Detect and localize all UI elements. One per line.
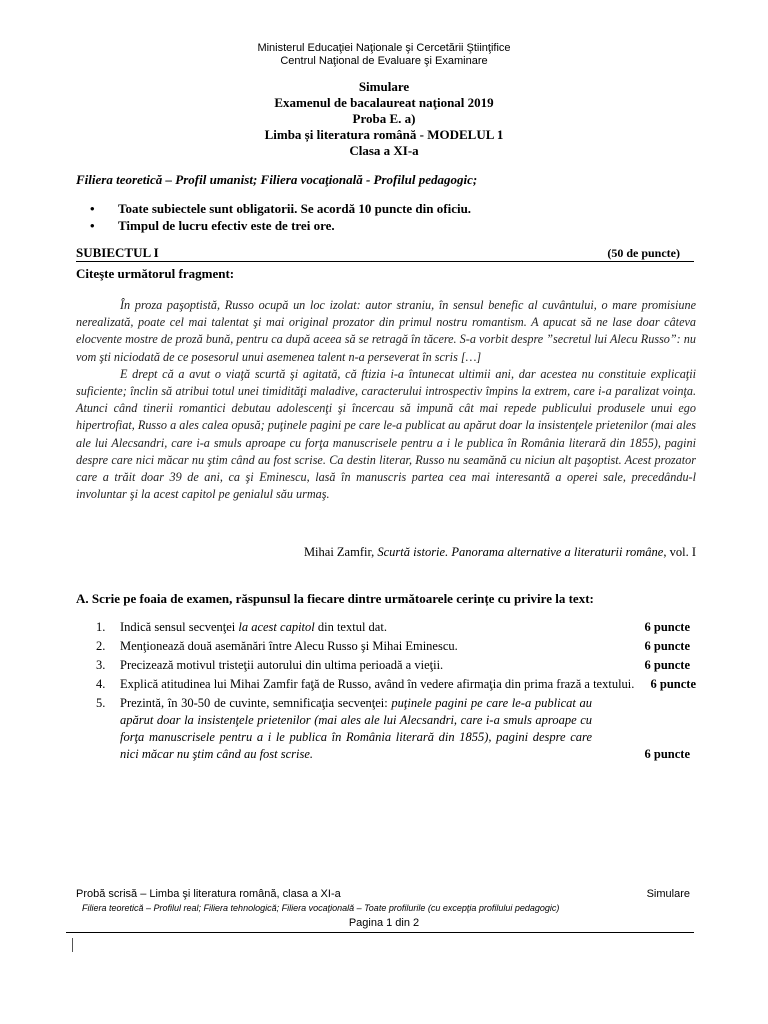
task-item	[76, 695, 696, 763]
footer-filiera: Filiera teoretică – Profilul real; Filiera tehnologică; Filiera vocaţională – Toate profilurile (cu excepţia profilului pedagogic)	[82, 903, 560, 913]
task-item	[76, 676, 696, 693]
task-points: 6 puncte	[644, 747, 690, 761]
task-text: Indică sensul secvenţei la acest capitol din textul dat.	[120, 620, 387, 634]
fragment-paragraph: E drept că a avut o viaţă scurtă şi agitată, că ftizia i-a întunecat ultimii ani, dar acestea nu constituie explicaţii suficiente; înclin să atribui totul unei timidităţi maladive, caracterului introspectiv împins la extrem, care i-a paralizat voinţa. Atunci când tinerii romantici debutau adolescenţi şi încercau să impună cât mai repede publicului produsele unui ego hipertrofiat, Russo a ales calea opusă; puţinele pagini pe care le-a publicat au apărut doar la insistenţele prietenilor (mai ales ale lui Alecsandri, care i-a smuls aproape cu forţa manuscrisele pentru a i le publica în România literară din 1855), pagini despre care nici măcar nu ştim când au fost scrise. Ca destin literar, Russo nu seamănă cu niciun alt paşoptist. Acest prozator care a trăit doar 39 de ani, ca şi Eminescu, lasă în manuscris partea cea mai interesantă a operei sale, precedându-l involuntar şi la acest capitol pe genialul său urmaş.	[76, 366, 696, 502]
page-number: Pagina 1 din 2	[348, 917, 420, 929]
footer-line-1	[76, 888, 690, 900]
subject-heading	[76, 245, 694, 262]
section-a-heading: A. Scrie pe foaia de examen, răspunsul la fiecare dintre următoarele cerințe cu privire la text:	[76, 591, 594, 606]
center-name: Centrul Naţional de Evaluare şi Examinare	[280, 55, 488, 67]
task-item	[76, 619, 696, 636]
task-text: Precizează motivul tristeţii autorului din ultima perioadă a vieţii.	[120, 658, 444, 672]
source-work: Scurtă istorie. Panorama alternative a literaturii române	[377, 545, 664, 559]
subject-points: (50 de puncte)	[607, 246, 680, 260]
title-line-2: Examenul de bacalaureat naţional 2019	[274, 95, 494, 110]
task-number: 4.	[96, 677, 106, 691]
ministry-name: Ministerul Educaţiei Naţionale şi Cercetării Ştiinţifice	[257, 42, 511, 54]
title-line-5: Clasa a XI-a	[349, 143, 419, 158]
footer-exam-name: Probă scrisă – Limba şi literatura română, clasa a XI-a	[76, 888, 341, 900]
title-line-3: Proba E. a)	[352, 111, 416, 126]
task-item	[76, 638, 696, 655]
task-number: 5.	[96, 696, 106, 710]
task-text: Prezintă, în 30-50 de cuvinte, semnificaţia secvenţei: puţinele pagini pe care le-a publicat au apărut doar la insistenţele prietenilor (mai ales ale lui Alecsandri, care i-a smuls aproape cu forţa manuscrisele pentru a i le publica în România literară din 1855), pagini despre care nici măcar nu ştim când au fost scrise.	[120, 696, 592, 761]
reading-instruction: Citeşte următorul fragment:	[76, 266, 235, 281]
task-points: 6 puncte	[644, 639, 690, 653]
text-cursor	[72, 938, 73, 952]
footer-simulare: Simulare	[646, 888, 690, 900]
task-number: 3.	[96, 658, 106, 672]
task-list	[76, 619, 696, 765]
task-text: Menţionează două asemănări între Alecu Russo şi Mihai Eminescu.	[120, 639, 458, 653]
document-header	[0, 42, 768, 68]
title-line-1: Simulare	[358, 79, 410, 94]
source-author: Mihai Zamfir,	[303, 545, 378, 559]
task-points: 6 puncte	[650, 677, 696, 691]
source-volume: , vol. I	[663, 545, 696, 559]
title-line-4: Limba și literatura română - MODELUL 1	[264, 127, 504, 142]
rules-list	[90, 200, 471, 234]
rule-item: • Timpul de lucru efectiv este de trei ore.	[90, 217, 471, 234]
fragment-source	[304, 545, 696, 560]
filiera-line: Filiera teoretică – Profil umanist; Filiera vocaţională - Profilul pedagogic;	[76, 172, 478, 187]
fragment-paragraph: În proza paşoptistă, Russo ocupă un loc izolat: autor straniu, în sensul benefic al cuvântului, o mare promisiune nerealizată, poate cel mai talentat şi mai original prozator din primul nostru romantism. A apucat să ne lase doar câteva elocvente mostre de proză bună, pentru ca după aceea să se retragă în tăcere. S-a vorbit despre ”secretul lui Alecu Russo”: nu vom şti niciodată de ce posesorul unui asemenea talent n-a perseverat în scris […]	[76, 298, 696, 364]
task-text: Explică atitudinea lui Mihai Zamfir faţă de Russo, având în vedere afirmaţia din prima frază a textului.	[120, 677, 635, 691]
task-number: 1.	[96, 620, 106, 634]
subject-label: SUBIECTUL I	[76, 245, 159, 260]
task-points: 6 puncte	[644, 658, 690, 672]
text-fragment	[76, 297, 696, 503]
task-item	[76, 657, 696, 674]
rule-item: • Toate subiectele sunt obligatorii. Se acordă 10 puncte din oficiu.	[90, 200, 471, 217]
task-points: 6 puncte	[644, 620, 690, 634]
exam-title	[0, 79, 768, 159]
task-number: 2.	[96, 639, 106, 653]
footer-divider	[66, 932, 694, 933]
